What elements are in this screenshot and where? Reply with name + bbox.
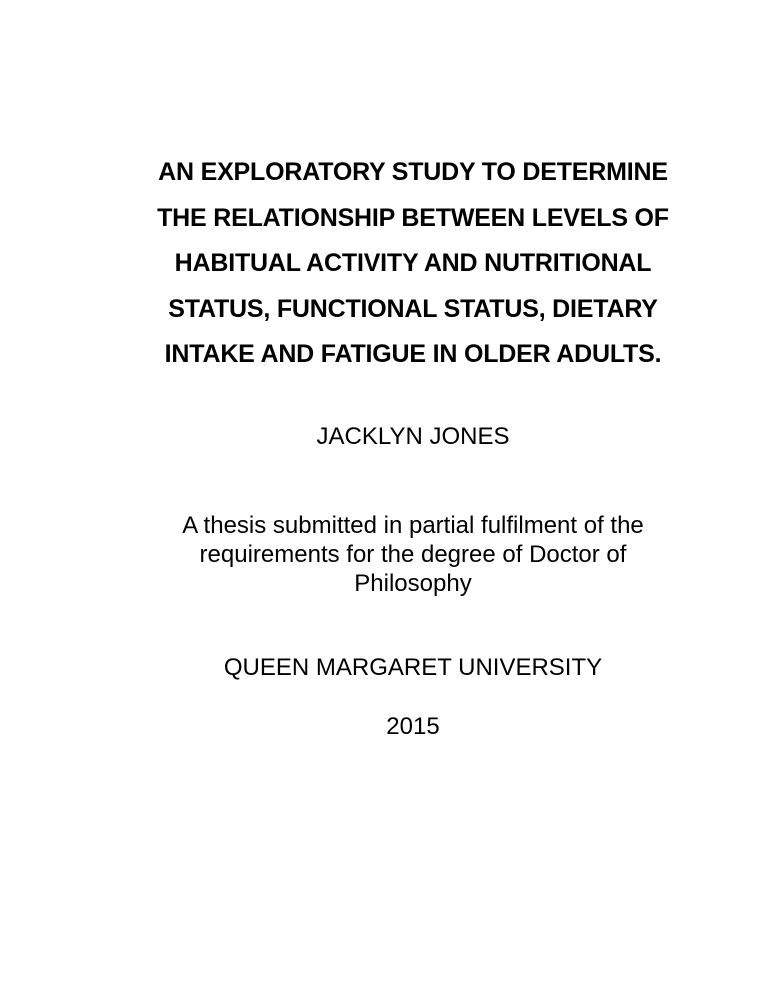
title-line: AN EXPLORATORY STUDY TO DETERMINE [158, 158, 668, 186]
title-line: THE RELATIONSHIP BETWEEN LEVELS OF [157, 203, 669, 232]
statement-line: Philosophy [354, 570, 472, 597]
author-name: JACKLYN JONES [316, 423, 510, 450]
thesis-title [100, 150, 726, 378]
title-line: STATUS, FUNCTIONAL STATUS, DIETARY [168, 294, 658, 323]
submission-year: 2015 [386, 713, 440, 740]
statement-line: A thesis submitted in partial fulfilment of the [182, 512, 644, 539]
title-line: INTAKE AND FATIGUE IN OLDER ADULTS. [164, 340, 662, 368]
statement-line: requirements for the degree of Doctor of [199, 541, 627, 568]
university-name: QUEEN MARGARET UNIVERSITY [223, 654, 603, 681]
title-line: HABITUAL ACTIVITY AND NUTRITIONAL [174, 249, 652, 277]
degree-statement [100, 511, 726, 598]
